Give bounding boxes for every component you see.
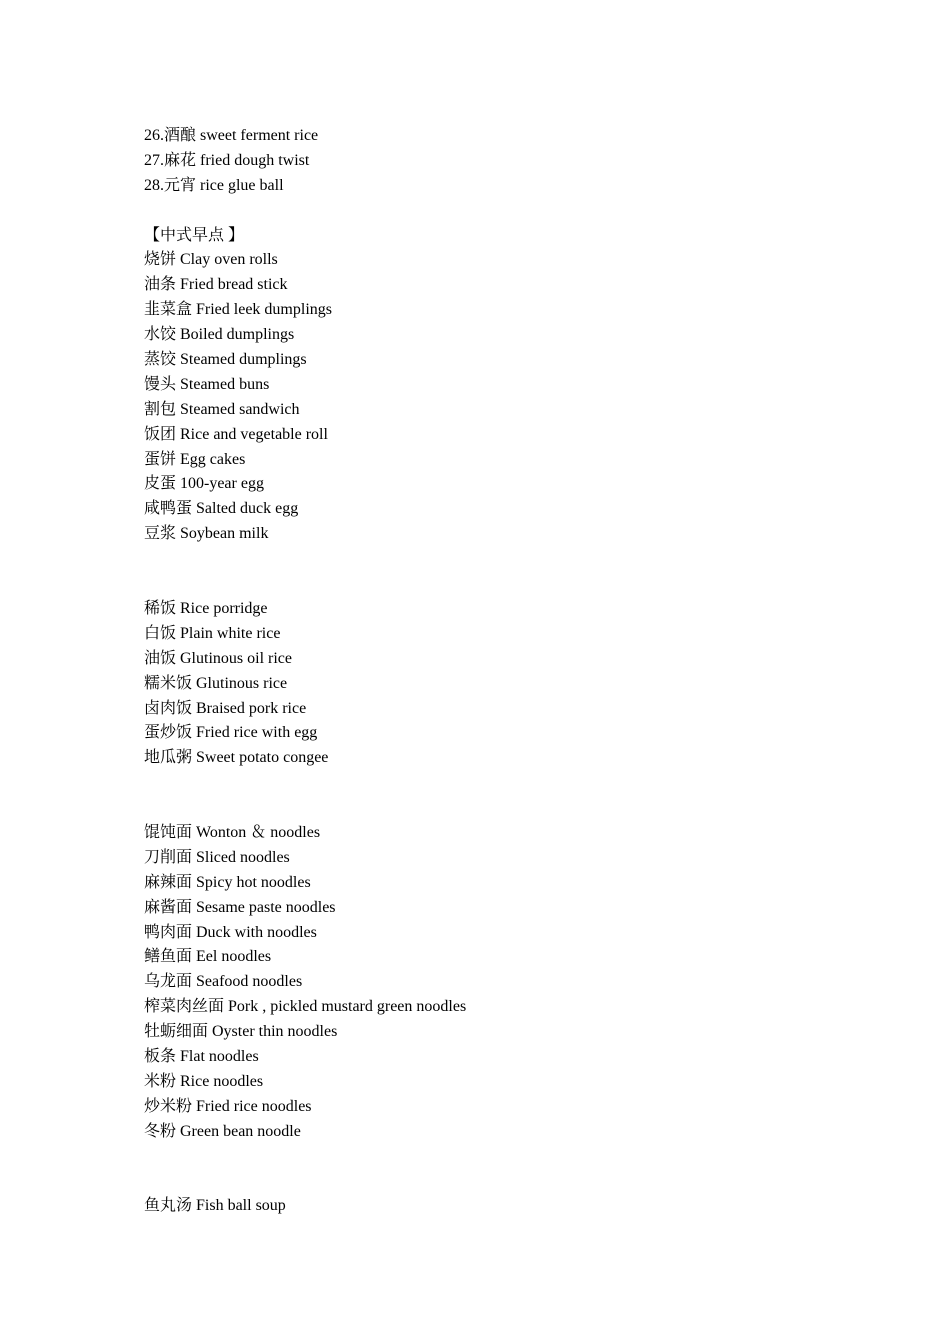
numbered-list — [144, 124, 844, 199]
list-item: 馒头 Steamed buns — [144, 375, 270, 393]
list-item: 榨菜肉丝面 Pork , pickled mustard green noodles — [144, 998, 467, 1016]
list-item: 鱼丸汤 Fish ball soup — [144, 1197, 286, 1215]
list-item: 麻酱面 Sesame paste noodles — [144, 898, 336, 916]
list-item: 豆浆 Soybean milk — [144, 525, 269, 543]
breakfast-section — [144, 224, 844, 548]
document-body — [144, 124, 844, 1219]
list-item: 割包 Steamed sandwich — [144, 400, 300, 418]
noodle-section — [144, 821, 844, 1145]
rice-section — [144, 597, 844, 771]
list-item: 27.麻花 fried dough twist — [144, 151, 310, 169]
list-item: 地瓜粥 Sweet potato congee — [144, 749, 329, 767]
list-item: 皮蛋 100-year egg — [144, 475, 264, 493]
list-item: 鸭肉面 Duck with noodles — [144, 923, 317, 941]
list-item: 蒸饺 Steamed dumplings — [144, 351, 307, 369]
section-heading: 【中式早点 】 — [144, 226, 245, 244]
list-item: 炒米粉 Fried rice noodles — [144, 1097, 312, 1115]
list-item: 鳝鱼面 Eel noodles — [144, 948, 272, 966]
spacer — [144, 771, 844, 821]
list-item: 26.酒酿 sweet ferment rice — [144, 127, 319, 144]
list-item: 馄饨面 Wonton ＆ noodles — [144, 823, 321, 841]
list-item: 牡蛎细面 Oyster thin noodles — [144, 1023, 338, 1041]
soup-section — [144, 1194, 844, 1219]
list-item: 米粉 Rice noodles — [144, 1072, 264, 1090]
list-item: 刀削面 Sliced noodles — [144, 848, 290, 866]
spacer — [144, 1145, 844, 1195]
list-item: 白饭 Plain white rice — [144, 624, 281, 642]
spacer — [144, 199, 844, 224]
spacer — [144, 547, 844, 597]
list-item: 水饺 Boiled dumplings — [144, 326, 295, 344]
list-item: 蛋炒饭 Fried rice with egg — [144, 724, 318, 742]
list-item: 韭菜盒 Fried leek dumplings — [144, 301, 332, 319]
list-item: 咸鸭蛋 Salted duck egg — [144, 500, 299, 518]
list-item: 冬粉 Green bean noodle — [144, 1122, 301, 1140]
list-item: 麻辣面 Spicy hot noodles — [144, 873, 311, 891]
list-item: 蛋饼 Egg cakes — [144, 450, 246, 468]
list-item: 糯米饭 Glutinous rice — [144, 674, 288, 692]
list-item: 乌龙面 Seafood noodles — [144, 973, 303, 991]
list-item: 板条 Flat noodles — [144, 1047, 259, 1065]
list-item: 饭团 Rice and vegetable roll — [144, 425, 328, 443]
list-item: 烧饼 Clay oven rolls — [144, 251, 278, 269]
list-item: 卤肉饭 Braised pork rice — [144, 699, 307, 717]
list-item: 28.元宵 rice glue ball — [144, 176, 284, 194]
list-item: 油饭 Glutinous oil rice — [144, 649, 292, 667]
list-item: 稀饭 Rice porridge — [144, 599, 268, 617]
list-item: 油条 Fried bread stick — [144, 276, 288, 294]
